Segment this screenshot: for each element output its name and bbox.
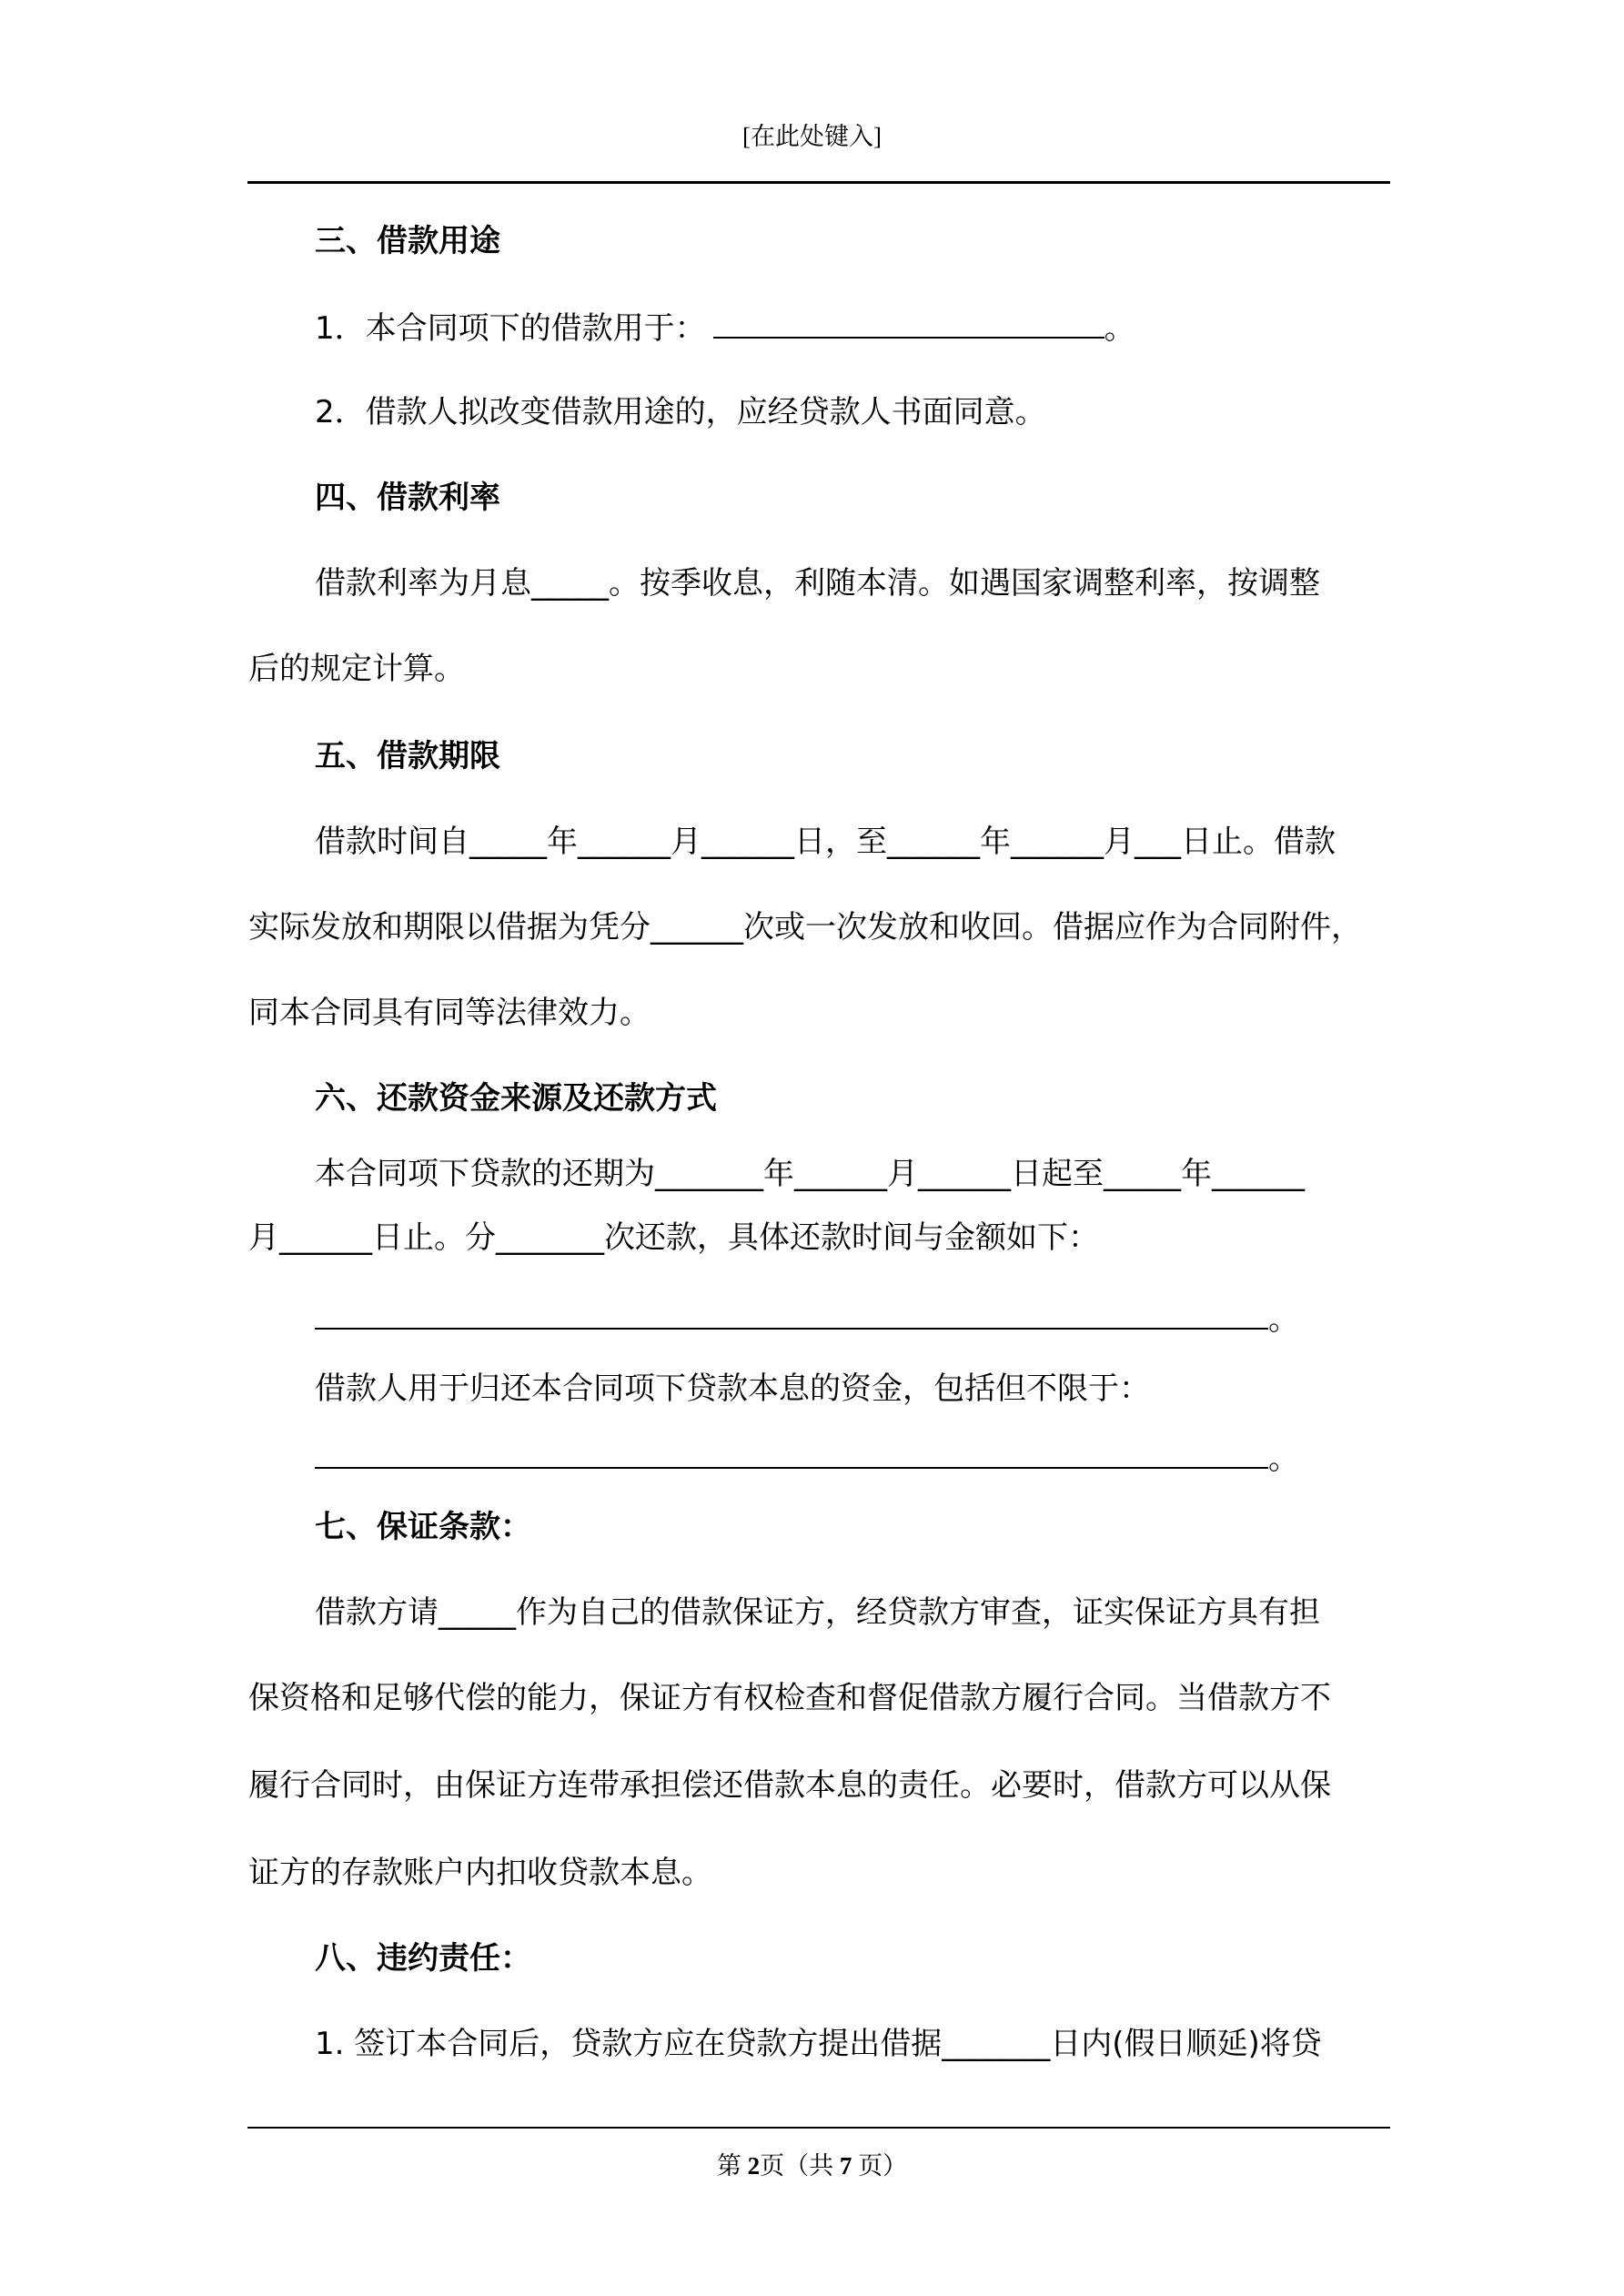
section-3-title: 三、借款用途 [315, 223, 500, 259]
line-end: 。 [1268, 1301, 1299, 1338]
section-6-line-4: 借款人用于归还本合同项下贷款本息的资金，包括但不限于： [315, 1371, 1150, 1407]
section-8-line-1: 1. 签订本合同后，贷款方应在贷款方提出借据_______日内(假日顺延)将贷 [315, 2026, 1322, 2062]
footer-prefix: 第 [716, 2152, 748, 2180]
section-6-line-2: 月______日止。分_______次还款，具体还款时间与金额如下： [248, 1219, 1099, 1256]
section-7-line-3: 履行合同时，由保证方连带承担偿还借款本息的责任。必要时，借款方可以从保 [248, 1767, 1331, 1804]
section-5-line-3: 同本合同具有同等法律效力。 [248, 995, 651, 1031]
page-footer [0, 2146, 1624, 2181]
footer-middle: 页（共 [760, 2152, 840, 2180]
section-4-title: 四、借款利率 [315, 480, 500, 516]
line-end: 。 [1268, 1441, 1299, 1477]
section-7-title: 七、保证条款： [315, 1509, 531, 1545]
header-rule [247, 181, 1390, 184]
section-5-line-1: 借款时间自_____年______月______日，至______年______月___日止。借款 [315, 824, 1336, 860]
page-header: [在此处键入] [742, 123, 882, 150]
section-6-blank-line-1 [315, 1300, 1299, 1338]
total-pages: 7 [839, 2152, 852, 2180]
section-7-line-2: 保资格和足够代偿的能力，保证方有权检查和督促借款方履行合同。当借款方不 [248, 1680, 1331, 1716]
page-number: 2 [747, 2152, 761, 2180]
section-3-item-2: 2．借款人拟改变借款用途的，应经贷款人书面同意。 [315, 394, 1046, 430]
section-7-line-4: 证方的存款账户内扣收贷款本息。 [248, 1855, 712, 1891]
section-4-line-1: 借款利率为月息_____。按季收息，利随本清。如遇国家调整利率，按调整 [315, 565, 1320, 602]
fill-blank [315, 1300, 1268, 1330]
section-6-line-1: 本合同项下贷款的还期为_______年______月______日起至_____年______ [315, 1156, 1305, 1192]
item-text: 1．本合同项下的借款用于： [315, 310, 706, 347]
section-8-title: 八、违约责任： [315, 1940, 531, 1977]
section-4-line-2: 后的规定计算。 [248, 651, 465, 687]
footer-suffix: 页） [852, 2152, 908, 2180]
section-6-title: 六、还款资金来源及还款方式 [315, 1080, 717, 1117]
fill-blank [315, 1440, 1268, 1469]
section-6-blank-line-2 [315, 1440, 1299, 1477]
item-end: 。 [1104, 310, 1135, 347]
section-7-line-1: 借款方请_____作为自己的借款保证方，经贷款方审查，证实保证方具有担 [315, 1594, 1320, 1631]
footer-rule [247, 2127, 1390, 2129]
section-5-line-2: 实际发放和期限以借据为凭分______次或一次发放和收回。借据应作为合同附件， [248, 909, 1362, 946]
section-3-item-1 [315, 309, 1135, 347]
section-5-title: 五、借款期限 [315, 738, 500, 774]
fill-blank [713, 309, 1105, 339]
